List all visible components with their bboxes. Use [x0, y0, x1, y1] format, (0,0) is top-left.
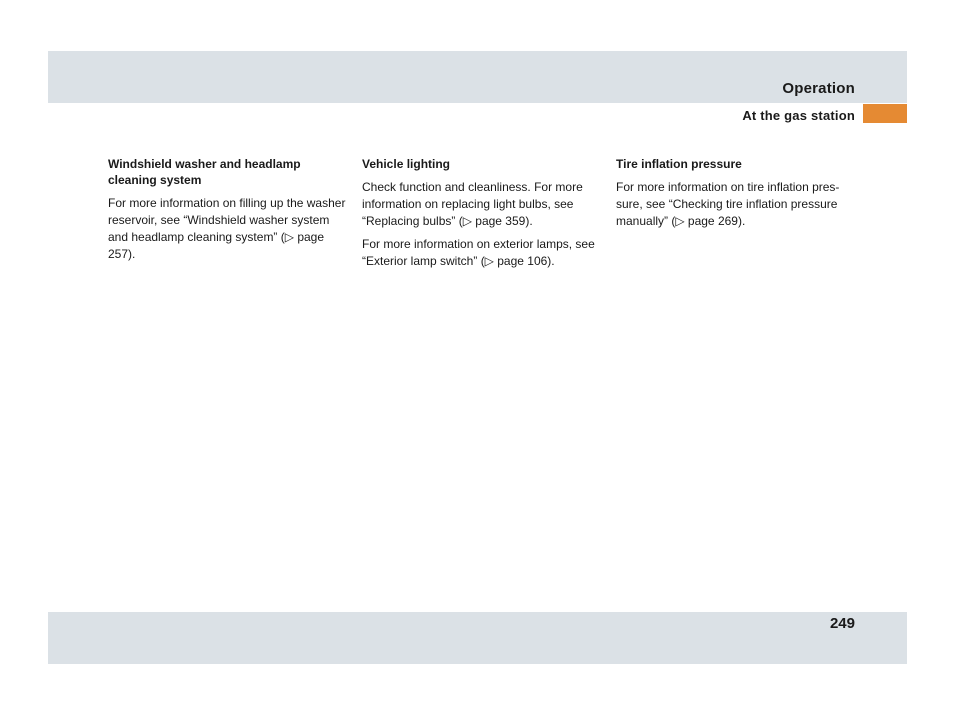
column-lighting [362, 156, 600, 276]
section-tab-marker [863, 104, 907, 123]
subsection-title: At the gas station [742, 108, 855, 123]
column-paragraph: For more information on exterior lamps, see “Exterior lamp switch” (▷ page 106). [362, 237, 595, 268]
footer-band [48, 612, 907, 664]
column-paragraph: For more information on tire inflation pres-sure, see “Checking tire inflation pressure manually” (▷ page 269). [616, 180, 840, 228]
column-washer [108, 156, 346, 269]
column-paragraph: For more information on filling up the washer reservoir, see “Windshield washer system and headlamp cleaning system” (▷ page 257). [108, 196, 346, 261]
column-tire-pressure [616, 156, 854, 236]
page-number: 249 [829, 615, 855, 632]
column-heading: Vehicle lighting [362, 157, 451, 171]
column-heading: Tire inflation pressure [616, 157, 742, 171]
header-band [48, 51, 907, 103]
column-heading: Windshield washer and headlamp cleaning system [108, 157, 301, 187]
section-title: Operation [782, 80, 855, 97]
column-paragraph: Check function and cleanliness. For more information on replacing light bulbs, see “Replacing bulbs” (▷ page 359). [362, 180, 583, 228]
